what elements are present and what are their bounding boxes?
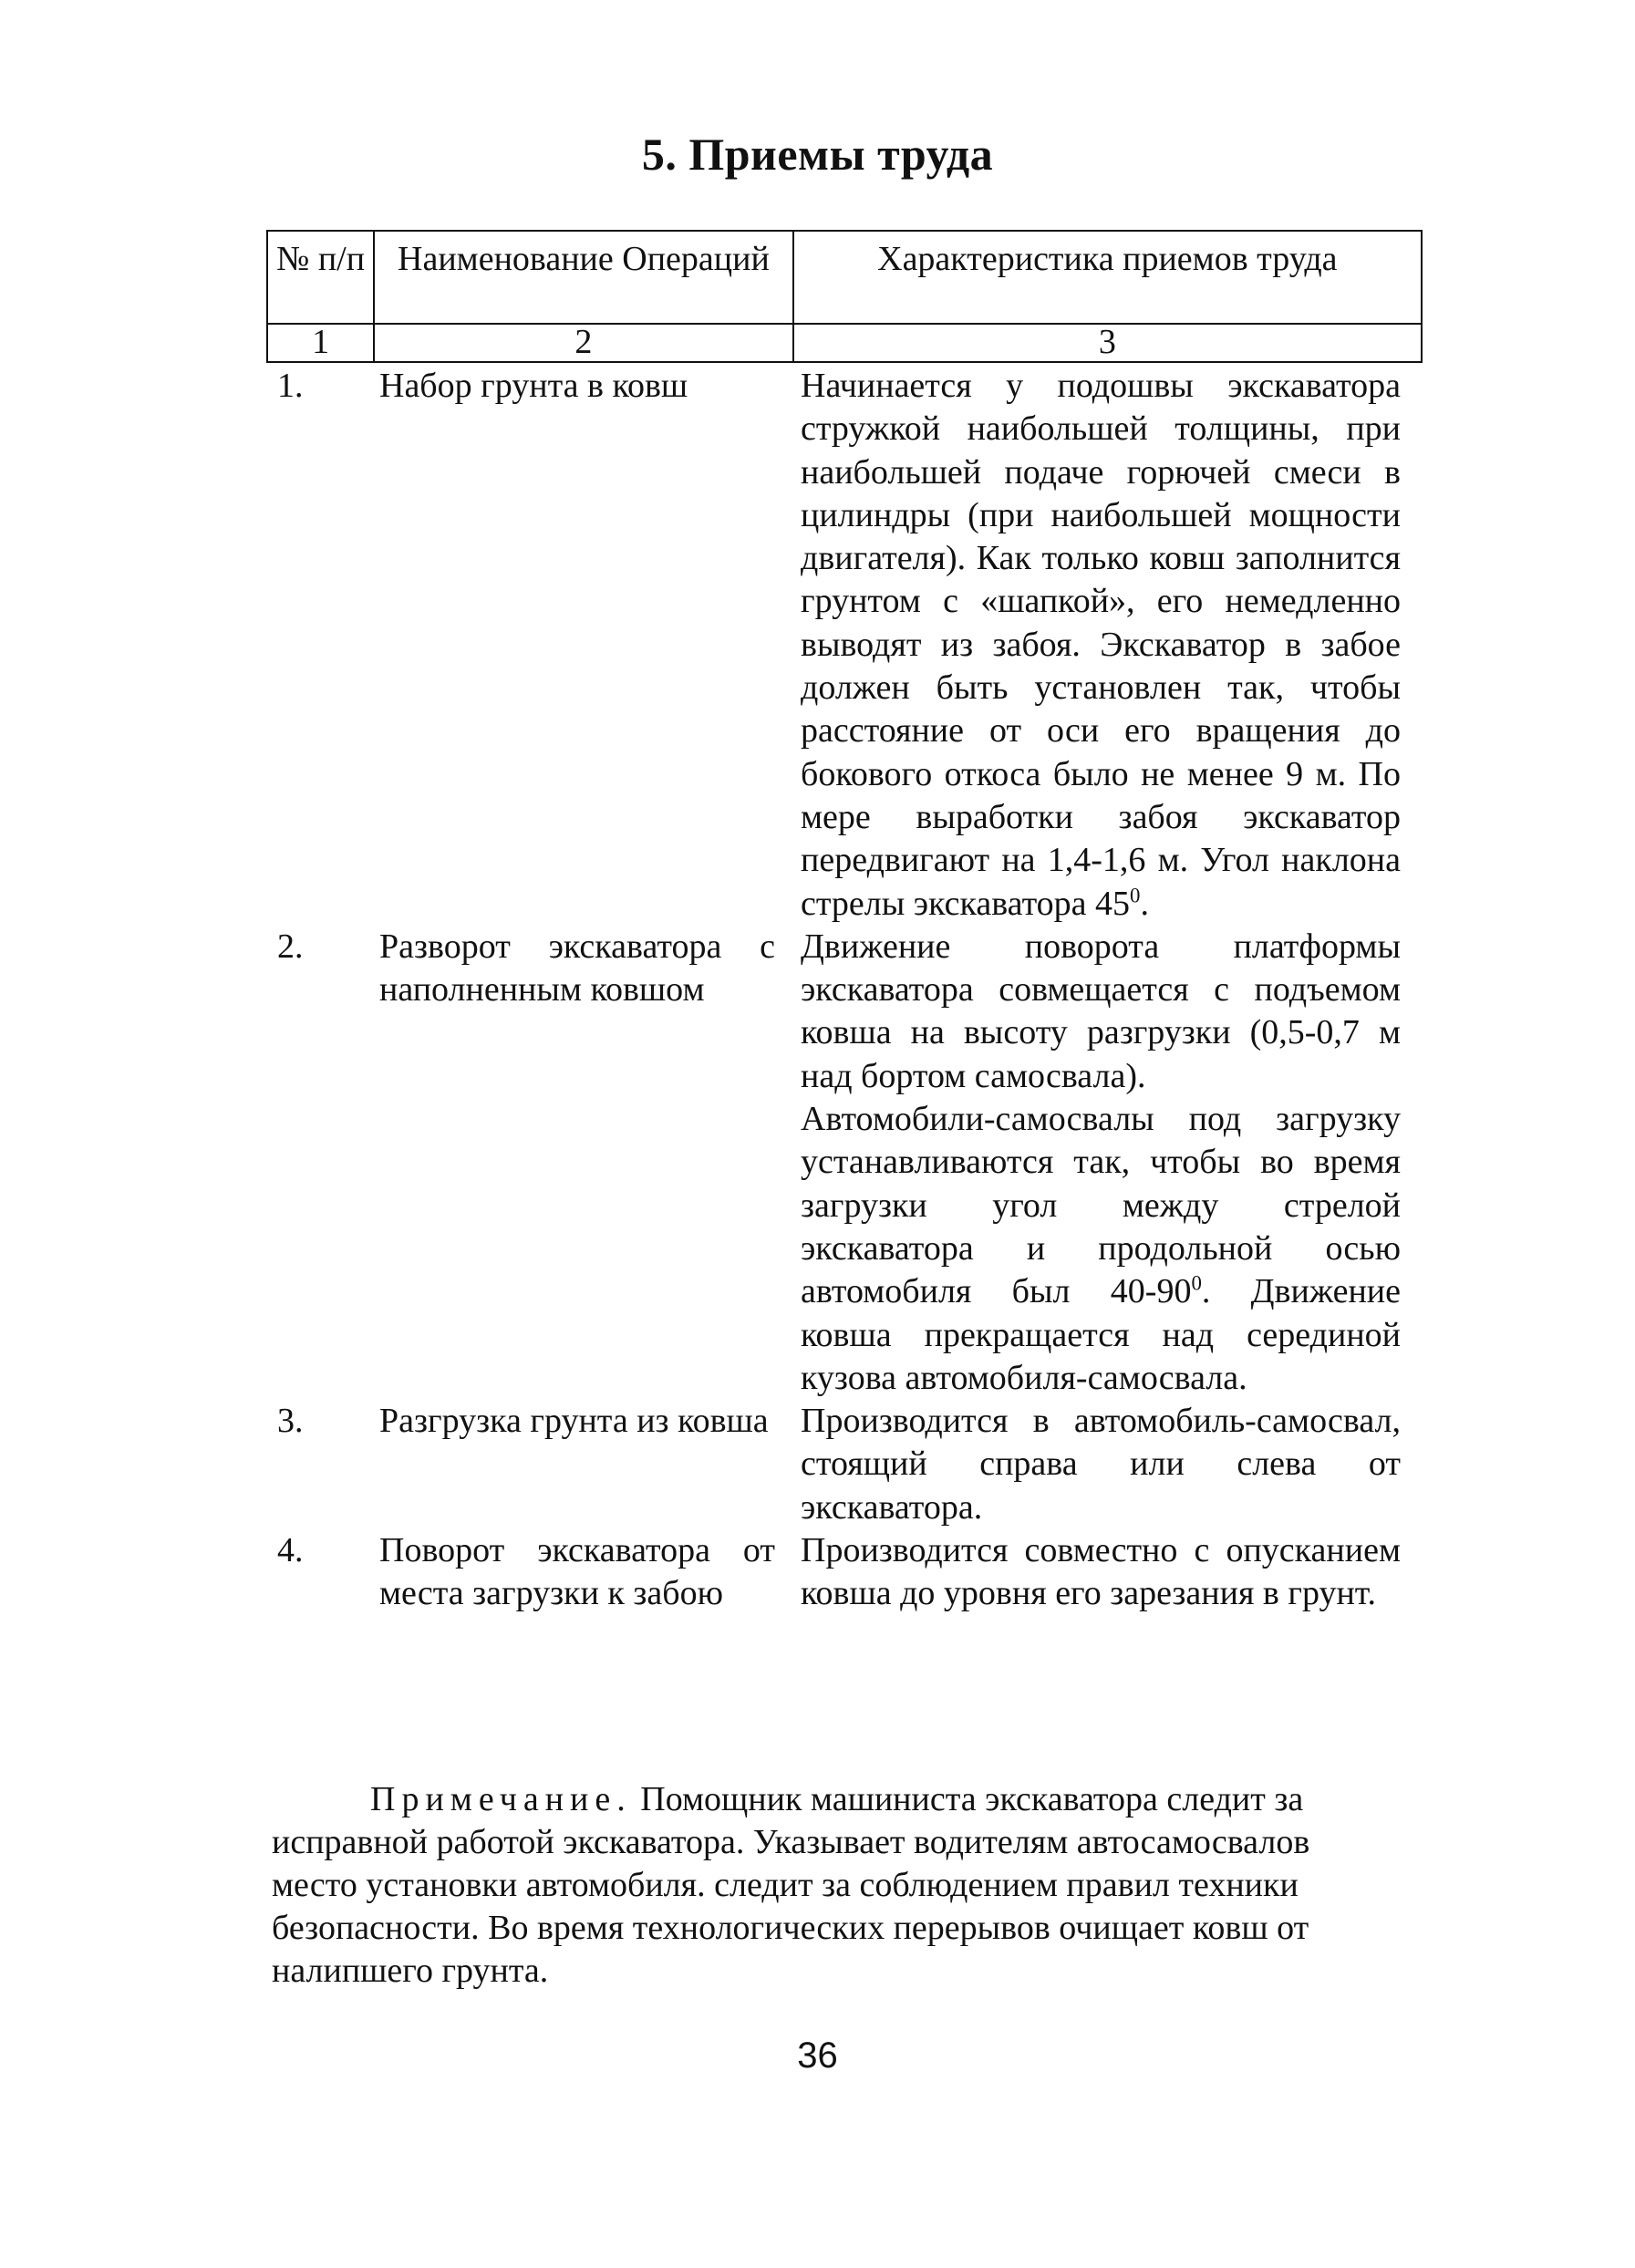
table-row (266, 926, 1423, 1400)
description-paragraph (801, 365, 1401, 926)
description-paragraph (801, 1098, 1401, 1400)
description-text: Начинается у подошвы экскаватора стружкой наибольшей толщины, при наибольшей подаче горючей смеси в цилиндры (при наибольшей мощности двигателя). Как только ковш заполнится грунтом с «шапкой», его немедленно выводят из забоя. Экскаватор в забое должен быть установлен так, чтобы расстояние от оси его вращения до бокового откоса было не менее 9 м. По мере выработки забоя экскаватор передвигают на 1,4-1,6 м. Угол наклона стрелы экскаватора 45 (801, 367, 1401, 923)
row-number: 2. (277, 927, 304, 966)
header-description: Характеристика приемов труда (793, 231, 1422, 324)
column-number-1: 1 (267, 324, 374, 362)
description-text: Производится в автомобиль-самосвал, стоящий справа или слева от экскаватора. (801, 1402, 1401, 1527)
description-paragraph (801, 1529, 1401, 1616)
row-operation: Разворот экскаватора с наполненным ковшом (379, 927, 775, 1010)
column-number-2: 2 (374, 324, 793, 362)
description-text: Производится совместно с опусканием ковша до уровня его зарезания в грунт. (801, 1531, 1401, 1613)
table-body (266, 365, 1423, 1616)
table-row (266, 365, 1423, 926)
description-text-after: . Движение ковша прекращается над серединой кузова автомобиля-самосвала. (801, 1272, 1401, 1397)
note-text: Помощник машиниста экскаватора следит за исправной работой экскаватора. Указывает водителям автосамосвалов место установки автомобиля. следит за соблюдением правил техники безопасности. Во время технологических перерывов очищает ковш от налипшего грунта. (272, 1780, 1310, 1990)
table-row (266, 1529, 1423, 1616)
row-number: 3. (277, 1402, 304, 1441)
page-title: 5. Приемы труда (641, 129, 994, 180)
column-number-3: 3 (793, 324, 1422, 362)
row-number: 1. (277, 367, 304, 405)
row-description (792, 365, 1423, 926)
note (272, 1778, 1402, 1993)
row-description (792, 1400, 1423, 1529)
row-operation: Набор грунта в ковш (379, 367, 688, 405)
description-paragraph (801, 1400, 1401, 1529)
header-num: № п/п (267, 231, 374, 324)
table-row (266, 1400, 1423, 1529)
description-text: Автомобили-самосвалы под загрузку устанавливаются так, чтобы во время загрузки угол между стрелой экскаватора и продольной осью автомобиля был 40-90 (801, 1100, 1401, 1311)
row-description (792, 926, 1423, 1400)
row-operation: Разгрузка грунта из ковша (379, 1402, 769, 1441)
row-operation: Поворот экскаватора от места загрузки к забою (379, 1531, 775, 1613)
degree-superscript: 0 (1191, 1271, 1202, 1295)
row-number: 4. (277, 1531, 304, 1570)
table-header (266, 230, 1423, 363)
row-description (792, 1529, 1423, 1616)
note-label: Примечание. (370, 1780, 632, 1818)
degree-superscript: 0 (1130, 883, 1141, 906)
header-operation: Наименование Операций (374, 231, 793, 324)
page-number: 36 (797, 2035, 838, 2076)
description-text: Движение поворота платформы экскаватора совмещается с подъемом ковша на высоту разгрузки (0,5-0,7 м над бортом самосвала). (801, 927, 1401, 1095)
description-text-after: . (1140, 884, 1149, 923)
description-paragraph (801, 926, 1401, 1098)
